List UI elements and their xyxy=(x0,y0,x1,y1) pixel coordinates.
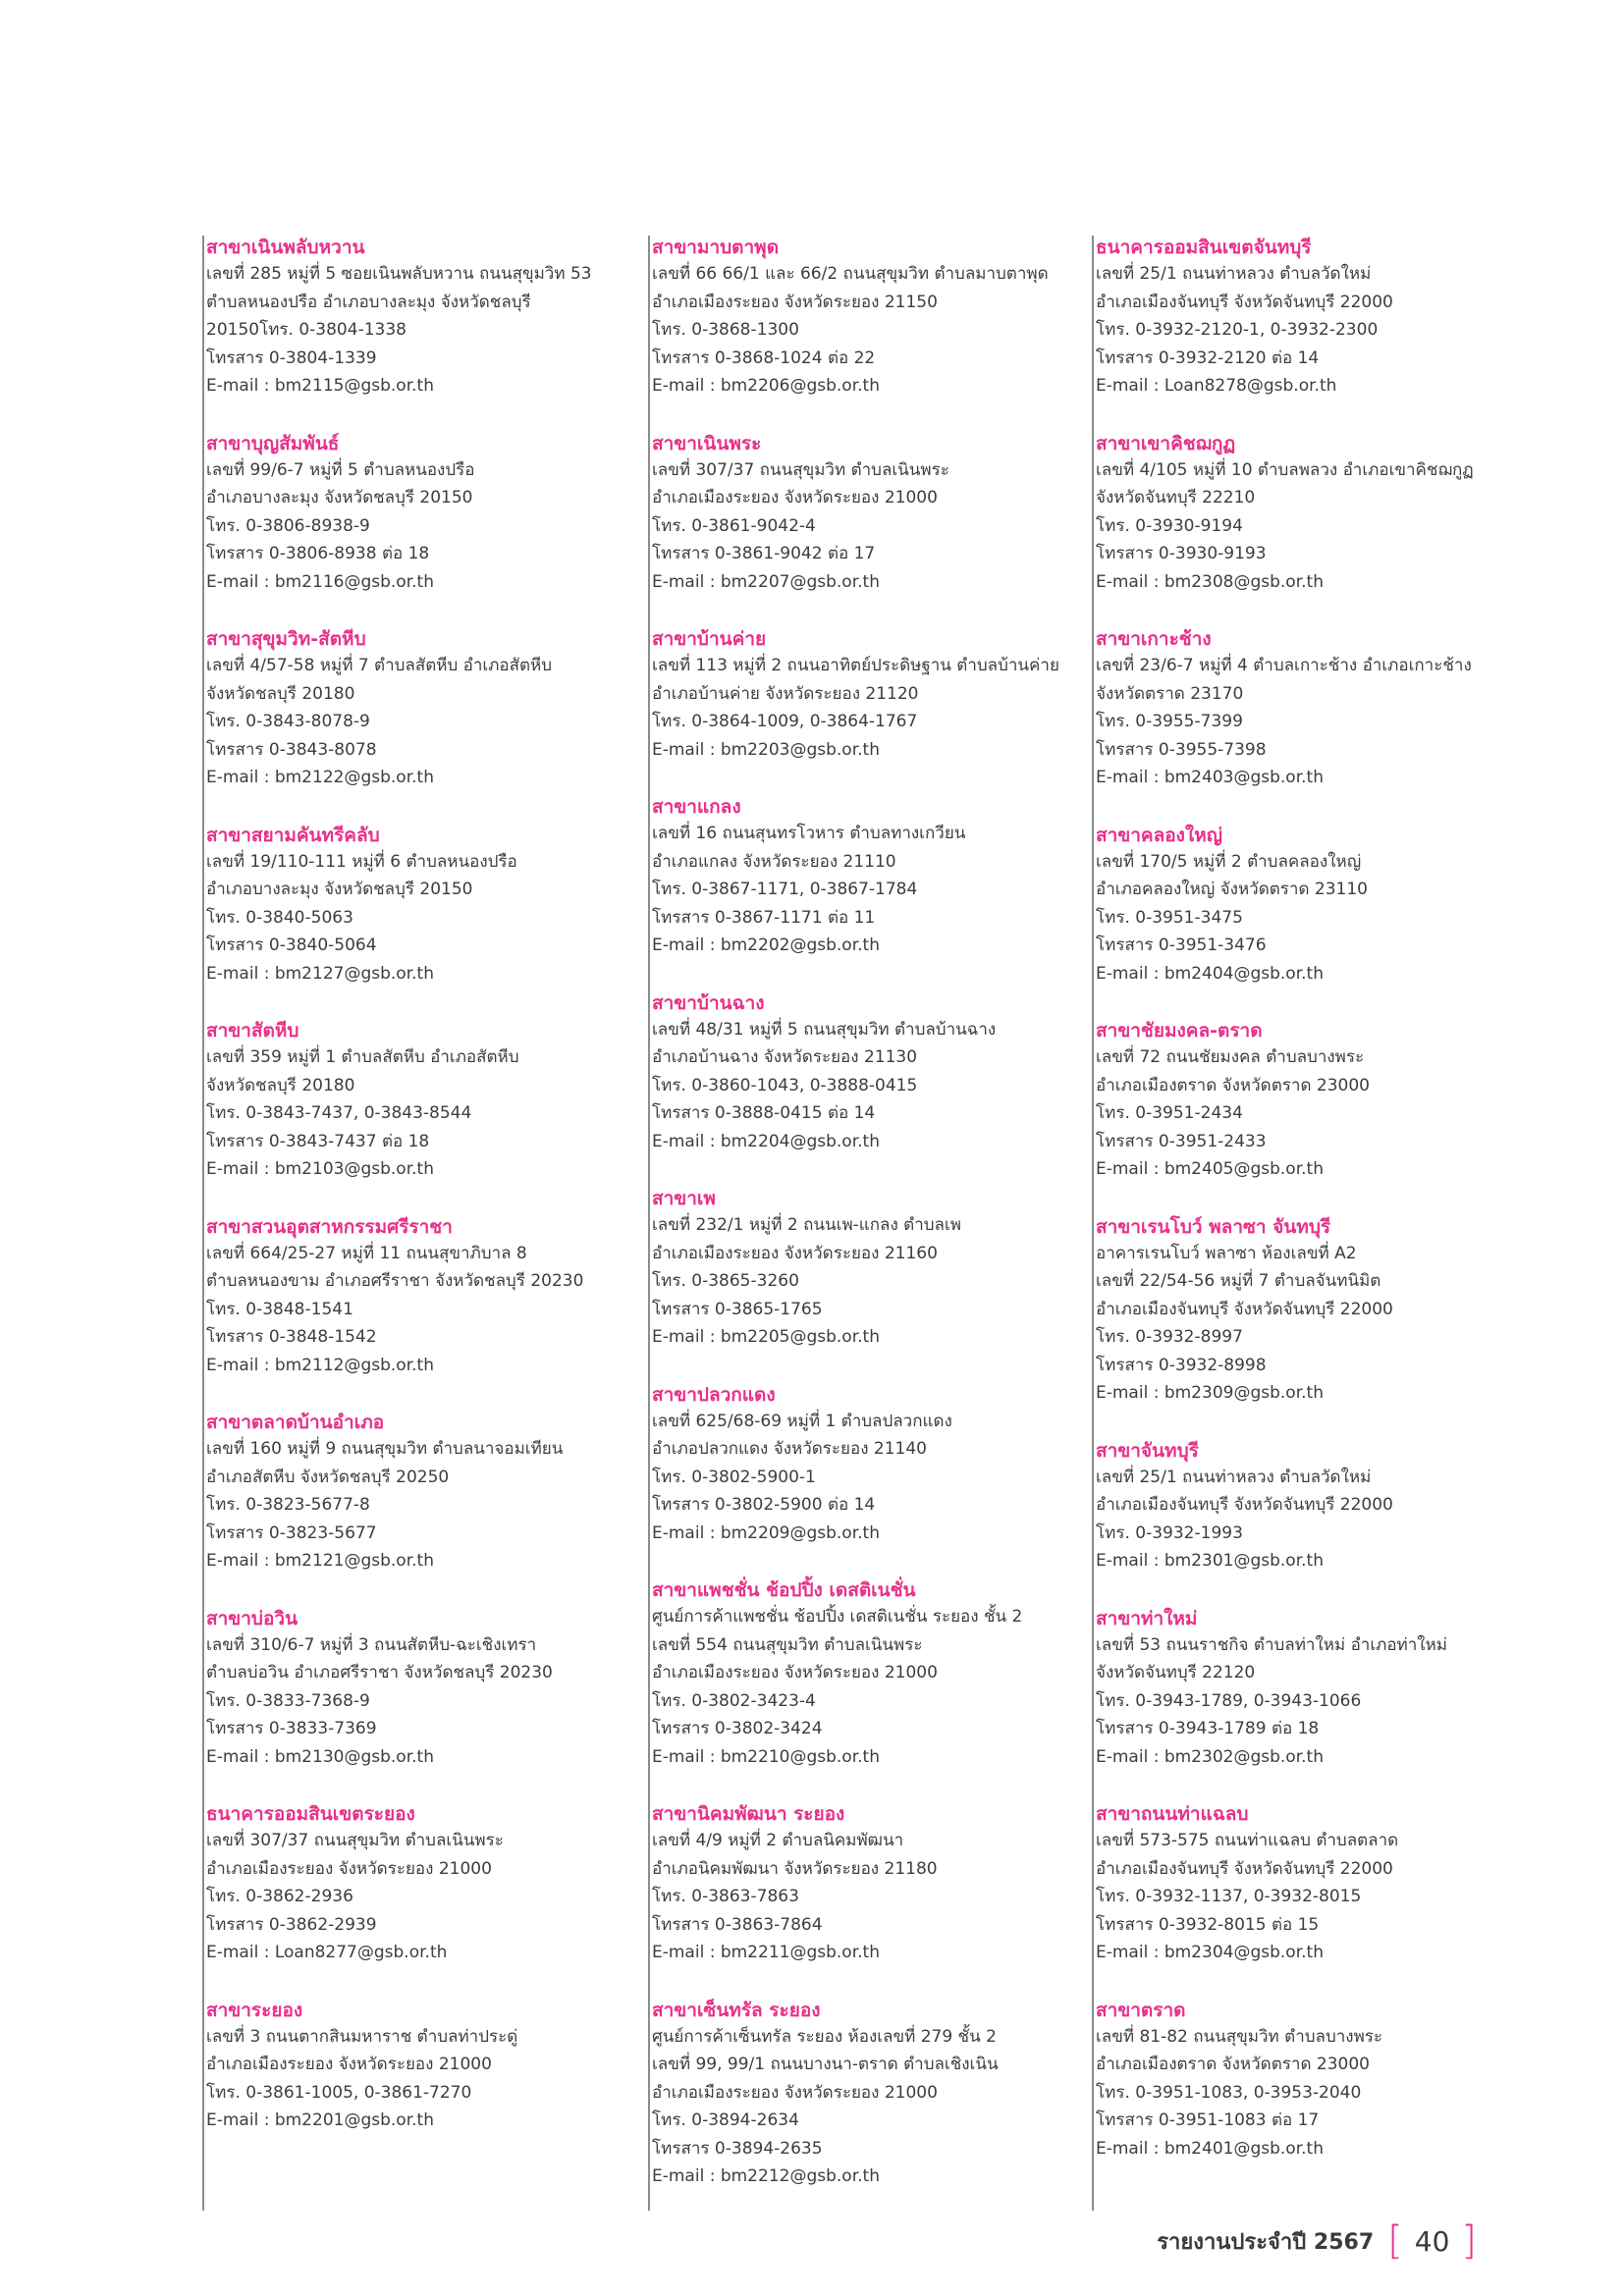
branch-detail-line: โทร. 0-3868-1300 xyxy=(652,320,799,340)
branch-detail-line: โทรสาร 0-3943-1789 ต่อ 18 xyxy=(1096,1719,1320,1738)
branch-detail-line: โทร. 0-3861-1005, 0-3861-7270 xyxy=(206,2082,472,2103)
branch-detail-line: โทร. 0-3864-1009, 0-3864-1767 xyxy=(652,712,918,731)
branch-entry xyxy=(206,824,623,988)
branch-detail-line: โทรสาร 0-3868-1024 ต่อ 22 xyxy=(652,347,876,368)
branch-name: สาขาเกาะช้าง xyxy=(1096,628,1212,650)
branch-detail-line: ศูนย์การค้าแพชชั่น ช้อปปิ้ง เดสติเนชั่น ระยอง ชั้น 2 xyxy=(652,1607,1023,1627)
branch-detail-line: อำเภอเมืองจันทบุรี จังหวัดจันทบุรี 22000 xyxy=(1096,1299,1393,1319)
branch-detail-line: โทร. 0-3861-9042-4 xyxy=(652,515,816,536)
branch-detail-line: เลขที่ 625/68-69 หมู่ที่ 1 ตำบลปลวกแดง xyxy=(652,1411,952,1431)
column-3 xyxy=(1092,236,1513,2211)
branch-entry xyxy=(1096,1802,1513,1967)
branch-detail-line: โทร. 0-3840-5063 xyxy=(206,907,353,928)
branch-entry xyxy=(652,236,1069,400)
branch-entry xyxy=(206,1411,623,1575)
branch-email: E-mail : bm2205@gsb.or.th xyxy=(652,1327,880,1347)
branch-email: E-mail : bm2116@gsb.or.th xyxy=(206,571,434,592)
branch-detail-line: อำเภอเมืองระยอง จังหวัดระยอง 21160 xyxy=(652,1243,938,1263)
branch-detail-line: โทรสาร 0-3955-7398 xyxy=(1096,739,1267,760)
branch-name: สาขาเรนโบว์ พลาซา จันทบุรี xyxy=(1096,1215,1331,1238)
branch-entry xyxy=(1096,1999,1513,2163)
branch-email: E-mail : bm2206@gsb.or.th xyxy=(652,376,880,396)
branch-detail-line: โทร. 0-3932-1993 xyxy=(1096,1522,1243,1543)
branch-detail-line: โทร. 0-3951-2434 xyxy=(1096,1103,1243,1123)
bracket-open: [ xyxy=(1387,2218,1403,2264)
branch-detail-line: โทรสาร 0-3932-8015 ต่อ 15 xyxy=(1096,1914,1320,1935)
branch-detail-line: อำเภอบางละมุง จังหวัดชลบุรี 20150 xyxy=(206,880,473,899)
branch-detail-line: ศูนย์การค้าเซ็นทรัล ระยอง ห้องเลขที่ 279 ชั้น 2 xyxy=(652,2026,997,2047)
branch-detail-line: โทร. 0-3865-3260 xyxy=(652,1271,799,1291)
branch-detail-line: โทร. 0-3823-5677-8 xyxy=(206,1495,370,1515)
branch-detail-line: อำเภอเมืองระยอง จังหวัดระยอง 21000 xyxy=(652,1663,938,1682)
branch-entry xyxy=(1096,627,1513,792)
branch-detail-line: เลขที่ 25/1 ถนนท่าหลวง ตำบลวัดใหม่ xyxy=(1096,1467,1372,1487)
branch-detail-line: โทร. 0-3932-1137, 0-3932-8015 xyxy=(1096,1887,1362,1906)
branch-detail-line: โทรสาร 0-3843-7437 ต่อ 18 xyxy=(206,1131,430,1151)
branch-detail-line: เลขที่ 99, 99/1 ถนนบางนา-ตราด ตำบลเชิงเนิน xyxy=(652,2055,999,2074)
branch-entry xyxy=(652,795,1069,960)
branch-detail-line: เลขที่ 170/5 หมู่ที่ 2 ตำบลคลองใหญ่ xyxy=(1096,851,1362,872)
branch-email: E-mail : bm2209@gsb.or.th xyxy=(652,1522,880,1543)
branch-detail-line: จังหวัดชลบุรี 20180 xyxy=(206,1075,355,1095)
branch-detail-line: โทรสาร 0-3888-0415 ต่อ 14 xyxy=(652,1103,876,1123)
branch-detail-line: โทร. 0-3862-2936 xyxy=(206,1887,353,1906)
branch-entry xyxy=(1096,432,1513,597)
branch-detail-line: เลขที่ 23/6-7 หมู่ที่ 4 ตำบลเกาะช้าง อำเภอเกาะช้าง xyxy=(1096,656,1472,675)
branch-detail-line: เลขที่ 554 ถนนสุขุมวิท ตำบลเนินพระ xyxy=(652,1634,923,1655)
branch-detail-line: เลขที่ 160 หมู่ที่ 9 ถนนสุขุมวิท ตำบลนาจอมเทียน xyxy=(206,1439,564,1459)
branch-email: E-mail : bm2403@gsb.or.th xyxy=(1096,768,1324,787)
branch-detail-line: โทรสาร 0-3951-1083 ต่อ 17 xyxy=(1096,2110,1320,2130)
branch-detail-line: อำเภอเมืองระยอง จังหวัดระยอง 21000 xyxy=(652,488,938,507)
branch-detail-line: ตำบลหนองขาม อำเภอศรีราชา จังหวัดชลบุรี 20230 xyxy=(206,1271,584,1291)
branch-detail-line: โทรสาร 0-3867-1171 ต่อ 11 xyxy=(652,907,876,928)
branch-name: สาขาปลวกแดง xyxy=(652,1383,776,1406)
branch-entry xyxy=(652,1999,1069,2191)
branch-detail-line: 20150โทร. 0-3804-1338 xyxy=(206,320,406,340)
branch-email: E-mail : bm2302@gsb.or.th xyxy=(1096,1746,1324,1767)
branch-email: E-mail : bm2203@gsb.or.th xyxy=(652,739,880,760)
branch-name: สาขาบุญสัมพันธ์ xyxy=(206,432,340,454)
branch-detail-line: อาคารเรนโบว์ พลาซา ห้องเลขที่ A2 xyxy=(1096,1243,1357,1263)
branch-name: สาขาแกลง xyxy=(652,796,741,818)
branch-entry xyxy=(206,1019,623,1184)
branch-detail-line: อำเภอเมืองจันทบุรี จังหวัดจันทบุรี 22000 xyxy=(1096,1858,1393,1879)
branch-detail-line: จังหวัดจันทบุรี 22120 xyxy=(1096,1663,1256,1682)
branch-email: E-mail : bm2130@gsb.or.th xyxy=(206,1746,434,1767)
branch-name: สาขาเนินพลับหวาน xyxy=(206,237,365,258)
branch-detail-line: เลขที่ 285 หมู่ที่ 5 ซอยเนินพลับหวาน ถนนสุขุมวิท 53 xyxy=(206,264,592,284)
branch-detail-line: โทรสาร 0-3802-3424 xyxy=(652,1719,823,1738)
branch-email: E-mail : Loan8277@gsb.or.th xyxy=(206,1943,448,1962)
branch-detail-line: โทร. 0-3930-9194 xyxy=(1096,515,1243,536)
branch-entry xyxy=(1096,824,1513,988)
branch-name: ธนาคารออมสินเขตจันทบุรี xyxy=(1096,237,1312,258)
branch-email: E-mail : bm2210@gsb.or.th xyxy=(652,1746,880,1767)
branch-detail-line: เลขที่ 81-82 ถนนสุขุมวิท ตำบลบางพระ xyxy=(1096,2026,1383,2047)
branch-detail-line: โทร. 0-3867-1171, 0-3867-1784 xyxy=(652,880,918,899)
branch-email: E-mail : bm2211@gsb.or.th xyxy=(652,1943,880,1962)
branch-entry xyxy=(1096,1439,1513,1575)
branch-detail-line: โทร. 0-3932-8997 xyxy=(1096,1327,1243,1347)
branch-detail-line: อำเภอแกลง จังหวัดระยอง 21110 xyxy=(652,851,896,872)
branch-detail-line: โทรสาร 0-3840-5064 xyxy=(206,935,377,955)
branch-email: E-mail : bm2115@gsb.or.th xyxy=(206,376,434,396)
branch-email: E-mail : bm2212@gsb.or.th xyxy=(652,2166,880,2186)
branch-email: E-mail : bm2127@gsb.or.th xyxy=(206,963,434,984)
branch-detail-line: จังหวัดชลบุรี 20180 xyxy=(206,683,355,704)
branch-name: ธนาคารออมสินเขตระยอง xyxy=(206,1803,415,1825)
branch-entry xyxy=(1096,1019,1513,1184)
branch-detail-line: อำเภอบ้านค่าย จังหวัดระยอง 21120 xyxy=(652,683,919,704)
branch-detail-line: ตำบลบ่อวิน อำเภอศรีราชา จังหวัดชลบุรี 20230 xyxy=(206,1663,553,1682)
branch-detail-line: อำเภอสัตหีบ จังหวัดชลบุรี 20250 xyxy=(206,1467,450,1487)
branch-name: สาขาบ่อวิน xyxy=(206,1607,298,1629)
branch-entry xyxy=(652,1187,1069,1352)
branch-detail-line: อำเภอบางละมุง จังหวัดชลบุรี 20150 xyxy=(206,488,473,507)
branch-name: สาขาเพ xyxy=(652,1188,716,1209)
branch-detail-line: อำเภอนิคมพัฒนา จังหวัดระยอง 21180 xyxy=(652,1858,938,1879)
branch-detail-line: จังหวัดจันทบุรี 22210 xyxy=(1096,488,1256,507)
branch-email: E-mail : Loan8278@gsb.or.th xyxy=(1096,376,1337,396)
branch-detail-line: โทรสาร 0-3806-8938 ต่อ 18 xyxy=(206,544,430,563)
branch-name: สาขาสวนอุตสาหกรรมศรีราชา xyxy=(206,1215,453,1238)
branch-email: E-mail : bm2405@gsb.or.th xyxy=(1096,1159,1324,1179)
branch-detail-line: เลขที่ 307/37 ถนนสุขุมวิท ตำบลเนินพระ xyxy=(206,1831,504,1850)
branch-name: สาขาบ้านค่าย xyxy=(652,628,767,650)
branch-detail-line: อำเภอบ้านฉาง จังหวัดระยอง 21130 xyxy=(652,1047,918,1067)
branch-detail-line: เลขที่ 53 ถนนราชกิจ ตำบลท่าใหม่ อำเภอท่าใหม่ xyxy=(1096,1634,1448,1655)
branch-entry xyxy=(206,1999,623,2135)
branch-detail-line: อำเภอเมืองจันทบุรี จังหวัดจันทบุรี 22000 xyxy=(1096,292,1393,312)
branch-detail-line: เลขที่ 72 ถนนชัยมงคล ตำบลบางพระ xyxy=(1096,1047,1365,1067)
branch-detail-line: โทร. 0-3802-3423-4 xyxy=(652,1690,816,1711)
branch-name: สาขาสุขุมวิท-สัตหีบ xyxy=(206,628,366,650)
branch-detail-line: เลขที่ 310/6-7 หมู่ที่ 3 ถนนสัตหีบ-ฉะเชิงเทรา xyxy=(206,1634,537,1655)
branch-detail-line: อำเภอเมืองระยอง จังหวัดระยอง 21000 xyxy=(652,2082,938,2103)
branch-detail-line: โทร. 0-3802-5900-1 xyxy=(652,1467,816,1487)
branch-name: สาขาแพชชั่น ช้อปปิ้ง เดสติเนชั่น xyxy=(652,1579,916,1601)
branch-detail-line: เลขที่ 4/105 หมู่ที่ 10 ตำบลพลวง อำเภอเขาคิชฌกูฏ xyxy=(1096,459,1474,480)
branch-name: สาขาชัยมงคล-ตราด xyxy=(1096,1020,1263,1041)
branch-detail-line: เลขที่ 99/6-7 หมู่ที่ 5 ตำบลหนองปรือ xyxy=(206,459,475,480)
branch-detail-line: โทรสาร 0-3932-2120 ต่อ 14 xyxy=(1096,347,1320,368)
branch-email: E-mail : bm2122@gsb.or.th xyxy=(206,768,434,787)
branch-detail-line: อำเภอเมืองจันทบุรี จังหวัดจันทบุรี 22000 xyxy=(1096,1495,1393,1515)
page-number: 40 xyxy=(1414,2224,1450,2258)
branch-detail-line: โทร. 0-3806-8938-9 xyxy=(206,515,370,536)
branch-email: E-mail : bm2202@gsb.or.th xyxy=(652,935,880,955)
branch-entry xyxy=(652,627,1069,764)
branch-detail-line: เลขที่ 3 ถนนตากสินมหาราช ตำบลท่าประดู่ xyxy=(206,2026,518,2047)
branch-detail-line: โทร. 0-3951-1083, 0-3953-2040 xyxy=(1096,2082,1362,2103)
branch-name: สาขาเขาคิชฌกูฏ xyxy=(1096,432,1236,454)
branch-name: สาขาเซ็นทรัล ระยอง xyxy=(652,1999,821,2021)
branch-email: E-mail : bm2103@gsb.or.th xyxy=(206,1159,434,1179)
branch-email: E-mail : bm2401@gsb.or.th xyxy=(1096,2138,1324,2159)
branch-name: สาขาตราด xyxy=(1096,1999,1186,2021)
branch-detail-line: เลขที่ 48/31 หมู่ที่ 5 ถนนสุขุมวิท ตำบลบ้านฉาง xyxy=(652,1019,997,1040)
branch-entry xyxy=(206,627,623,792)
page-footer xyxy=(1157,2218,1477,2264)
branch-detail-line: อำเภอปลวกแดง จังหวัดระยอง 21140 xyxy=(652,1439,928,1459)
branch-name: สาขาตลาดบ้านอำเภอ xyxy=(206,1412,385,1433)
branch-detail-line: โทรสาร 0-3861-9042 ต่อ 17 xyxy=(652,544,876,563)
branch-name: สาขาเนินพระ xyxy=(652,432,762,454)
branch-email: E-mail : bm2201@gsb.or.th xyxy=(206,2110,434,2130)
column-1 xyxy=(202,236,623,2211)
branch-detail-line: อำเภอเมืองตราด จังหวัดตราด 23000 xyxy=(1096,1075,1370,1095)
branch-entry xyxy=(206,1802,623,1967)
branch-detail-line: โทร. 0-3894-2634 xyxy=(652,2110,799,2130)
branch-detail-line: โทรสาร 0-3833-7369 xyxy=(206,1719,377,1738)
branch-detail-line: โทร. 0-3863-7863 xyxy=(652,1887,799,1906)
branch-detail-line: โทร. 0-3860-1043, 0-3888-0415 xyxy=(652,1075,918,1095)
branch-detail-line: เลขที่ 359 หมู่ที่ 1 ตำบลสัตหีบ อำเภอสัตหีบ xyxy=(206,1047,519,1067)
branch-detail-line: โทร. 0-3932-2120-1, 0-3932-2300 xyxy=(1096,320,1379,340)
branch-detail-line: อำเภอเมืองระยอง จังหวัดระยอง 21150 xyxy=(652,292,938,312)
branch-email: E-mail : bm2309@gsb.or.th xyxy=(1096,1383,1324,1403)
branch-detail-line: โทรสาร 0-3894-2635 xyxy=(652,2138,823,2159)
branch-detail-line: โทรสาร 0-3862-2939 xyxy=(206,1914,377,1935)
branch-detail-line: อำเภอเมืองระยอง จังหวัดระยอง 21000 xyxy=(206,2055,492,2074)
branch-email: E-mail : bm2204@gsb.or.th xyxy=(652,1131,880,1151)
branch-name: สาขาจันทบุรี xyxy=(1096,1439,1199,1462)
branch-detail-line: โทรสาร 0-3804-1339 xyxy=(206,347,377,368)
branch-detail-line: อำเภอคลองใหญ่ จังหวัดตราด 23110 xyxy=(1096,880,1368,899)
branch-entry xyxy=(652,1802,1069,1967)
branch-detail-line: อำเภอเมืองตราด จังหวัดตราด 23000 xyxy=(1096,2055,1370,2074)
branch-email: E-mail : bm2207@gsb.or.th xyxy=(652,571,880,592)
report-title: รายงานประจำปี 2567 xyxy=(1157,2229,1375,2255)
branch-detail-line: เลขที่ 307/37 ถนนสุขุมวิท ตำบลเนินพระ xyxy=(652,459,949,480)
branch-name: สาขาบ้านฉาง xyxy=(652,991,765,1014)
branch-entry xyxy=(652,1578,1069,1771)
branch-entry xyxy=(1096,1215,1513,1408)
branch-detail-line: เลขที่ 25/1 ถนนท่าหลวง ตำบลวัดใหม่ xyxy=(1096,264,1372,284)
branch-detail-line: เลขที่ 573-575 ถนนท่าแฉลบ ตำบลตลาด xyxy=(1096,1831,1399,1850)
branch-name: สาขาสัตหีบ xyxy=(206,1020,299,1041)
branch-detail-line: โทรสาร 0-3848-1542 xyxy=(206,1327,377,1347)
branch-name: สาขานิคมพัฒนา ระยอง xyxy=(652,1803,845,1825)
branch-name: สาขาถนนท่าแฉลบ xyxy=(1096,1803,1249,1825)
branch-detail-line: โทร. 0-3943-1789, 0-3943-1066 xyxy=(1096,1690,1362,1711)
branch-detail-line: โทร. 0-3951-3475 xyxy=(1096,907,1243,928)
branch-name: สาขาคลองใหญ่ xyxy=(1096,824,1222,846)
branch-detail-line: โทร. 0-3843-7437, 0-3843-8544 xyxy=(206,1103,472,1123)
branch-detail-line: เลขที่ 66 66/1 และ 66/2 ถนนสุขุมวิท ตำบลมาบตาพุด xyxy=(652,264,1049,284)
branch-detail-line: โทร. 0-3955-7399 xyxy=(1096,712,1243,731)
branch-name: สาขามาบตาพุด xyxy=(652,237,780,258)
branch-detail-line: ตำบลหนองปรือ อำเภอบางละมุง จังหวัดชลบุรี xyxy=(206,292,531,312)
branch-name: สาขาท่าใหม่ xyxy=(1096,1607,1198,1629)
branch-detail-line: เลขที่ 232/1 หมู่ที่ 2 ถนนเพ-แกลง ตำบลเพ xyxy=(652,1215,961,1235)
branch-detail-line: โทรสาร 0-3951-2433 xyxy=(1096,1131,1267,1151)
branch-entry xyxy=(1096,1607,1513,1772)
branch-detail-line: โทรสาร 0-3863-7864 xyxy=(652,1914,823,1935)
branch-detail-line: อำเภอเมืองระยอง จังหวัดระยอง 21000 xyxy=(206,1858,492,1879)
branch-detail-line: เลขที่ 4/57-58 หมู่ที่ 7 ตำบลสัตหีบ อำเภอสัตหีบ xyxy=(206,656,553,675)
branch-entry xyxy=(206,1607,623,1772)
branch-detail-line: เลขที่ 113 หมู่ที่ 2 ถนนอาทิตย์ประดิษฐาน ตำบลบ้านค่าย xyxy=(652,656,1059,675)
branch-entry xyxy=(206,236,623,400)
branch-detail-line: เลขที่ 4/9 หมู่ที่ 2 ตำบลนิคมพัฒนา xyxy=(652,1831,904,1850)
branch-detail-line: โทรสาร 0-3802-5900 ต่อ 14 xyxy=(652,1495,876,1515)
branch-detail-line: เลขที่ 22/54-56 หมู่ที่ 7 ตำบลจันทนิมิต xyxy=(1096,1271,1381,1291)
branch-name: สาขาระยอง xyxy=(206,1999,303,2021)
branch-email: E-mail : bm2304@gsb.or.th xyxy=(1096,1943,1324,1962)
branch-email: E-mail : bm2404@gsb.or.th xyxy=(1096,963,1324,984)
branch-detail-line: โทรสาร 0-3843-8078 xyxy=(206,739,377,760)
branch-detail-line: เลขที่ 16 ถนนสุนทรโวหาร ตำบลทางเกวียน xyxy=(652,824,966,843)
branch-detail-line: โทร. 0-3848-1541 xyxy=(206,1299,353,1319)
branch-email: E-mail : bm2121@gsb.or.th xyxy=(206,1551,434,1571)
branch-detail-line: โทรสาร 0-3951-3476 xyxy=(1096,935,1267,955)
branch-detail-line: โทรสาร 0-3865-1765 xyxy=(652,1299,823,1319)
branch-entry xyxy=(206,432,623,597)
branch-entry xyxy=(652,432,1069,597)
bracket-close: ] xyxy=(1461,2218,1477,2264)
branch-detail-line: เลขที่ 19/110-111 หมู่ที่ 6 ตำบลหนองปรือ xyxy=(206,851,517,872)
branch-detail-line: จังหวัดตราด 23170 xyxy=(1096,683,1244,704)
branch-detail-line: เลขที่ 664/25-27 หมู่ที่ 11 ถนนสุขาภิบาล 8 xyxy=(206,1243,527,1263)
branch-entry xyxy=(1096,236,1513,400)
branch-entry xyxy=(206,1215,623,1380)
branch-email: E-mail : bm2308@gsb.or.th xyxy=(1096,571,1324,592)
branch-email: E-mail : bm2301@gsb.or.th xyxy=(1096,1551,1324,1571)
branch-detail-line: โทร. 0-3833-7368-9 xyxy=(206,1690,370,1711)
column-2 xyxy=(648,236,1069,2211)
branch-entry xyxy=(652,991,1069,1156)
branch-detail-line: โทร. 0-3843-8078-9 xyxy=(206,712,370,731)
branch-detail-line: โทรสาร 0-3823-5677 xyxy=(206,1522,377,1543)
branch-detail-line: โทรสาร 0-3932-8998 xyxy=(1096,1355,1267,1375)
branch-entry xyxy=(652,1383,1069,1548)
branch-name: สาขาสยามคันทรีคลับ xyxy=(206,824,380,846)
branch-email: E-mail : bm2112@gsb.or.th xyxy=(206,1355,434,1375)
branch-detail-line: โทรสาร 0-3930-9193 xyxy=(1096,544,1267,563)
